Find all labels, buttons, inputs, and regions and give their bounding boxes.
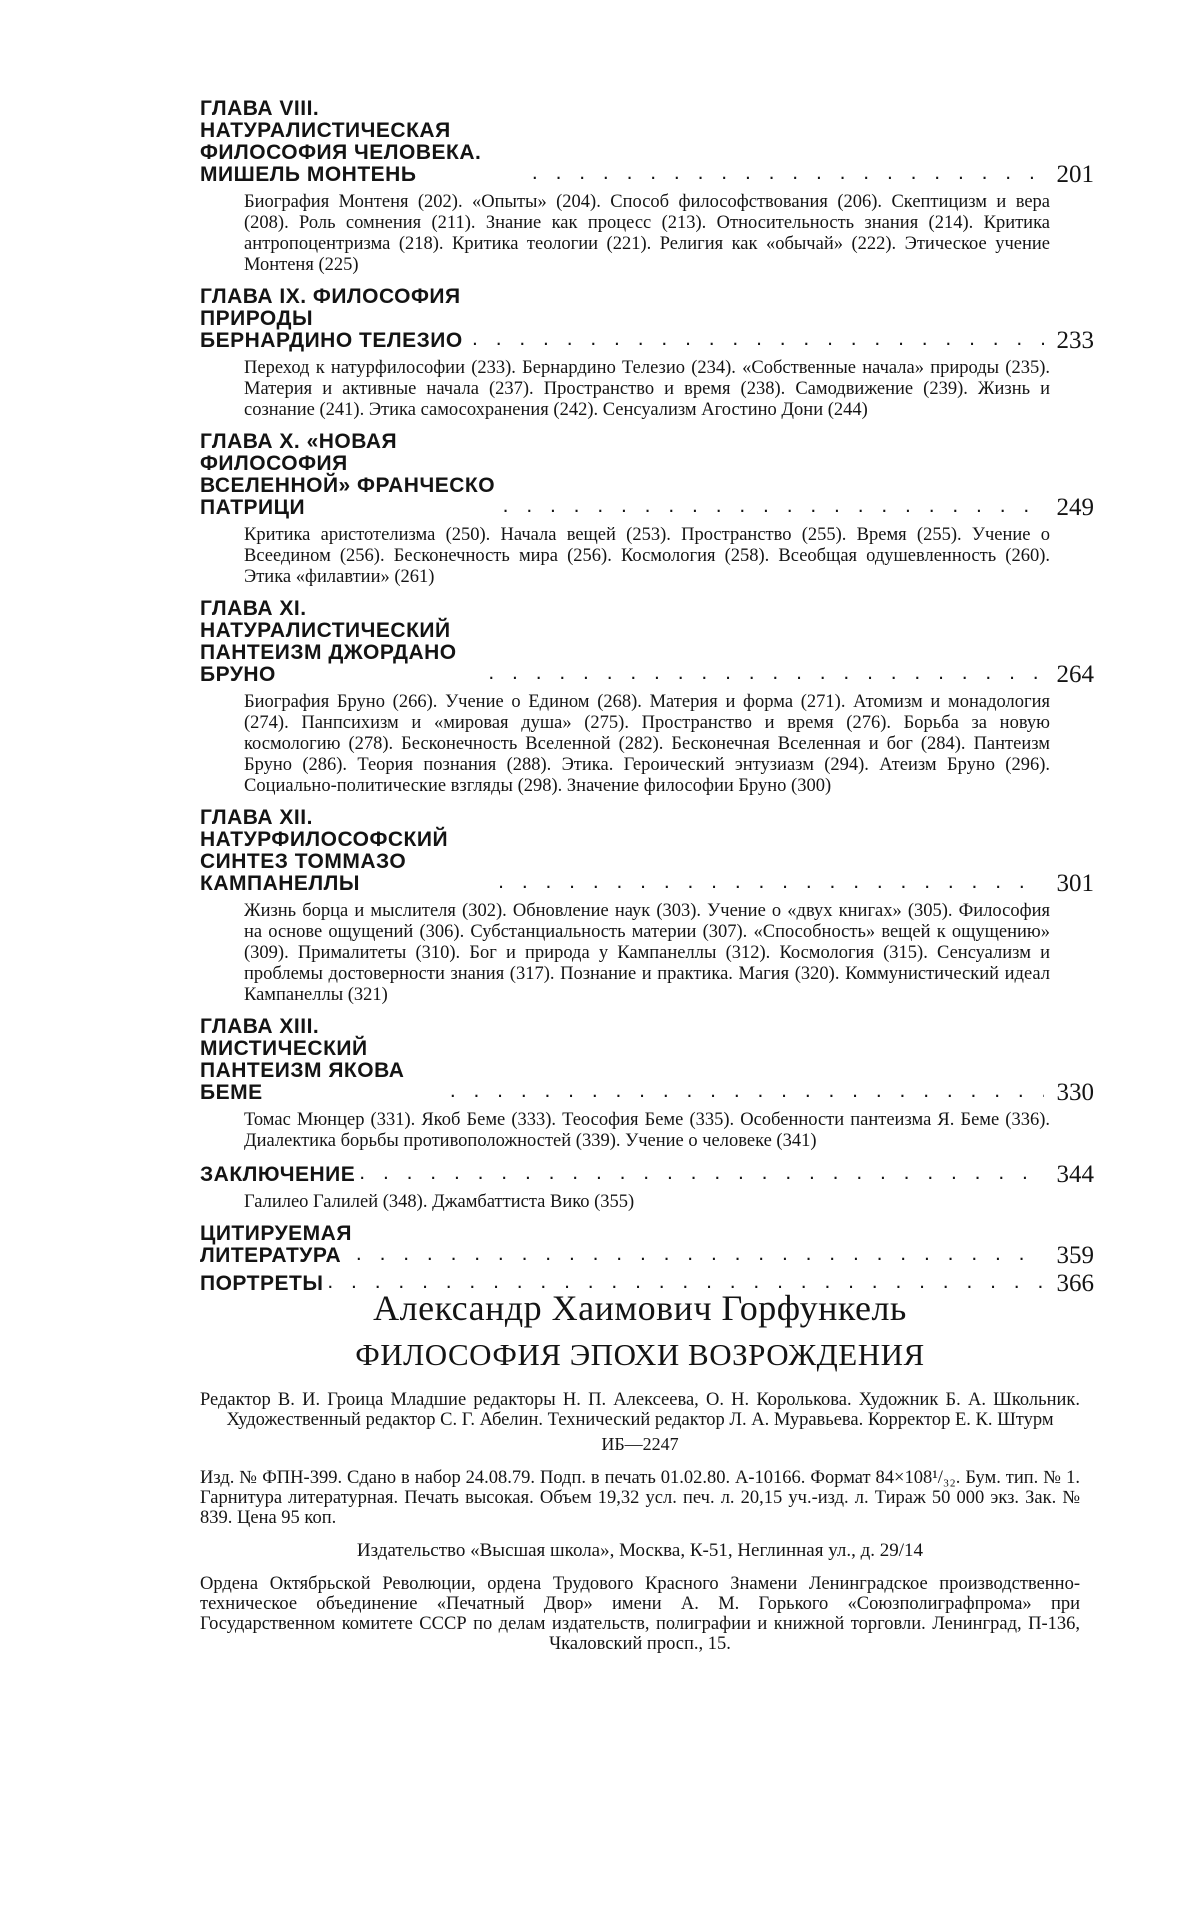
chapter-subsections: Переход к натурфилософии (233). Бернардино Телезио (234). «Собственные начала» природы (235). Материя и активные начала (237). Пространство и время (238). Самодвижение (239). Жизнь и сознание (241). Этика самосохранения (242). Сенсуализм Агостино Дони (244) xyxy=(244,358,1050,420)
chapter-title: ЦИТИРУЕМАЯ ЛИТЕРАТУРА xyxy=(200,1222,352,1267)
chapter-subsections: Жизнь борца и мыслителя (302). Обновление наук (303). Учение о «двух книгах» (305). Философия на основе ощущений (306). Субстанциальность материи (307). «Способность» вещей к ощущению» (309). Прималитеты (310). Бог и природа у Кампанеллы (312). Космология (315). Сенсуализм и проблемы достоверности знания (317). Познание и практика. Магия (320). Коммунистический идеал Кампанеллы (321) xyxy=(244,901,1050,1005)
publication-data: Изд. № ФПН-399. Сдано в набор 24.08.79. Подп. в печать 01.02.80. А-10166. Формат 84×108¹/₃₂. Бум. тип. № 1. Гарнитура литературная. Печать высокая. Объем 19,32 усл. печ. л. 20,15 уч.-изд. л. Тираж 50 000 экз. Зак. № 839. Цена 95 коп. xyxy=(200,1468,1080,1528)
chapter-title: ПОРТРЕТЫ xyxy=(200,1272,324,1295)
chapter-heading xyxy=(200,1161,1094,1188)
chapter-heading xyxy=(200,97,1094,188)
leader-dots xyxy=(359,1162,1044,1184)
chapter-heading xyxy=(200,806,1094,897)
page-number: 344 xyxy=(1056,1161,1094,1188)
chapter-heading xyxy=(200,1015,1094,1106)
toc-entry-chapter-10 xyxy=(200,430,1094,588)
book-title: ФИЛОСОФИЯ ЭПОХИ ВОЗРОЖДЕНИЯ xyxy=(355,1337,925,1372)
chapter-subsections: Галилео Галилей (348). Джамбаттиста Вико (355) xyxy=(244,1192,635,1212)
chapter-title: ЗАКЛЮЧЕНИЕ xyxy=(200,1163,356,1186)
toc-entry-chapter-12 xyxy=(200,806,1094,1006)
author-name: Александр Хаимович Горфункель xyxy=(373,1288,907,1328)
chapter-subsections: Критика аристотелизма (250). Начала вещей (253). Пространство (255). Время (255). Учение о Всеедином (256). Бесконечность мира (256). Космология (258). Всеобщая одушевленность (260). Этика «филавтии» (261) xyxy=(244,525,1050,587)
catalog-code: ИБ—2247 xyxy=(601,1434,679,1454)
page-number: 264 xyxy=(1056,661,1094,688)
chapter-title: ГЛАВА XIII. МИСТИЧЕСКИЙ ПАНТЕИЗМ ЯКОВА БЕМЕ xyxy=(200,1015,405,1104)
leader-dots xyxy=(356,1243,1044,1265)
publisher-info: Издательство «Высшая школа», Москва, К-51, Неглинная ул., д. 29/14 xyxy=(356,1540,924,1561)
chapter-title: ГЛАВА XI. НАТУРАЛИСТИЧЕСКИЙ ПАНТЕИЗМ ДЖОРДАНО БРУНО xyxy=(200,597,457,686)
chapter-subsections: Биография Монтеня (202). «Опыты» (204). Способ философствования (206). Скептицизм и вера (208). Роль сомнения (211). Знание как процесс (213). Относительность знания (214). Критика антропоцентризма (218). Критика теологии (221). Религия как «обычай» (222). Этическое учение Монтеня (225) xyxy=(244,192,1050,275)
leader-dots xyxy=(450,1080,1044,1102)
chapter-subsections: Биография Бруно (266). Учение о Едином (268). Материя и форма (271). Атомизм и монадология (274). Панпсихизм и «мировая душа» (275). Пространство и время (276). Борьба за новую космологию (278). Бесконечность Вселенной (282). Бесконечная Вселенная и бог (284). Пантеизм Бруно (286). Теория познания (288). Этика. Героический энтузиазм (294). Атеизм Бруно (296). Социально-политические взгляды (298). Значение философии Бруно (300) xyxy=(244,692,1050,796)
toc-entry-chapter-13 xyxy=(200,1015,1094,1152)
toc-entry-chapter-9 xyxy=(200,285,1094,421)
toc-entry-bibliography xyxy=(200,1222,1094,1269)
page-number: 359 xyxy=(1056,1242,1094,1269)
page-number: 233 xyxy=(1056,327,1094,354)
page-number: 330 xyxy=(1056,1079,1094,1106)
chapter-title: ГЛАВА X. «НОВАЯ ФИЛОСОФИЯ ВСЕЛЕННОЙ» ФРАНЧЕСКО ПАТРИЦИ xyxy=(200,430,496,519)
chapter-heading xyxy=(200,597,1094,688)
leader-dots xyxy=(498,871,1044,893)
leader-dots xyxy=(532,162,1044,184)
page-number: 249 xyxy=(1056,494,1094,521)
chapter-subsections: Томас Мюнцер (331). Якоб Беме (333). Теософия Беме (335). Особенности пантеизма Я. Беме (336). Диалектика борьбы противоположностей (339). Учение о человеке (341) xyxy=(244,1110,1050,1151)
printer-info: Ордена Октябрьской Революции, ордена Трудового Красного Знамени Ленинградское производственно-техническое объединение «Печатный Двор» имени А. М. Горького «Союзполиграфпрома» при Государственном комитете СССР по делам издательств, полиграфии и книжной торговли. Ленинград, П-136, Чкаловский просп., 15. xyxy=(200,1574,1080,1654)
chapter-title: ГЛАВА VIII. НАТУРАЛИСТИЧЕСКАЯ ФИЛОСОФИЯ ЧЕЛОВЕКА. МИШЕЛЬ МОНТЕНЬ xyxy=(200,97,482,186)
chapter-title: ГЛАВА XII. НАТУРФИЛОСОФСКИЙ СИНТЕЗ ТОММАЗО КАМПАНЕЛЛЫ xyxy=(200,806,449,895)
chapter-heading xyxy=(200,1222,1094,1269)
toc-entry-chapter-11 xyxy=(200,597,1094,797)
page-number: 301 xyxy=(1056,870,1094,897)
page-number: 201 xyxy=(1056,161,1094,188)
toc-entry-chapter-8 xyxy=(200,97,1094,276)
page-number: 366 xyxy=(1056,1270,1094,1297)
table-of-contents xyxy=(200,97,1094,1305)
colophon xyxy=(200,1288,1080,1654)
editorial-credits: Редактор В. И. Гроица Младшие редакторы Н. П. Алексеева, О. Н. Королькова. Художник Б. А. Школьник. Художественный редактор С. Г. Абелин. Технический редактор Л. А. Муравьева. Корректор Е. К. Штурм xyxy=(200,1390,1080,1430)
leader-dots xyxy=(472,328,1044,350)
leader-dots xyxy=(503,495,1044,517)
chapter-title: ГЛАВА IX. ФИЛОСОФИЯ ПРИРОДЫ БЕРНАРДИНО ТЕЛЕЗИО xyxy=(200,285,463,352)
leader-dots xyxy=(488,662,1044,684)
toc-entry-conclusion xyxy=(200,1161,1094,1213)
chapter-heading xyxy=(200,285,1094,354)
chapter-heading xyxy=(200,430,1094,521)
